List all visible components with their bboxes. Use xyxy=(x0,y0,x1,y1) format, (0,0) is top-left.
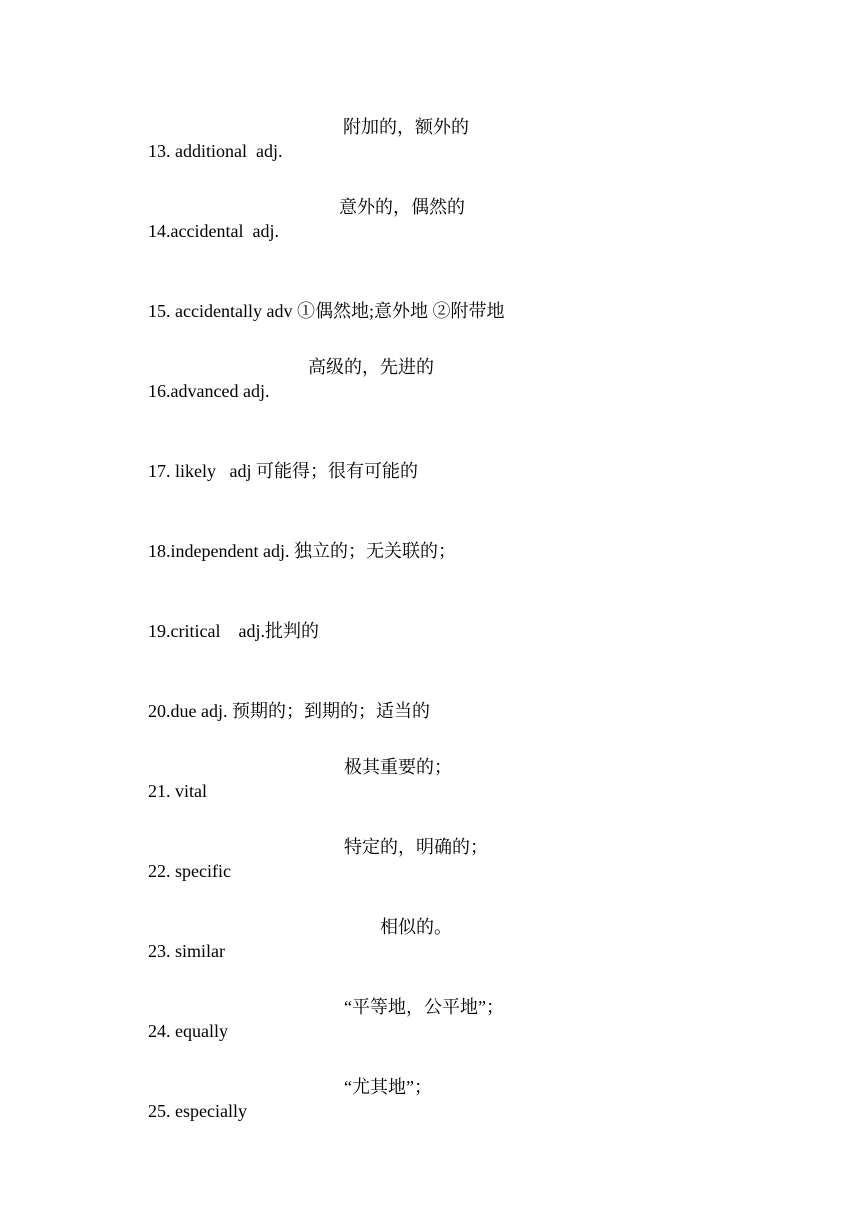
vocab-entry-18 xyxy=(130,515,456,561)
vocab-entry-21 xyxy=(130,755,452,801)
entry-number: 23. xyxy=(148,941,171,961)
entry-word: due adj. xyxy=(170,701,232,721)
entry-word: equally xyxy=(170,1021,228,1041)
vocab-entry-15 xyxy=(130,275,505,321)
entry-word: advanced adj. xyxy=(170,381,270,401)
vocab-entry-14 xyxy=(130,195,465,241)
vocab-entry-22 xyxy=(130,835,488,881)
entry-meaning: 极其重要的； xyxy=(344,757,452,777)
vocab-entry-23 xyxy=(130,915,452,961)
entry-number: 14. xyxy=(148,221,171,241)
entry-word: specific xyxy=(170,861,231,881)
entry-meaning: “平等地，公平地”； xyxy=(344,997,504,1017)
entry-meaning: 独立的；无关联的； xyxy=(293,541,456,561)
entry-word: additional adj. xyxy=(170,141,283,161)
entry-word: especially xyxy=(170,1101,247,1121)
entry-number: 19. xyxy=(148,621,171,641)
vocab-entry-16 xyxy=(130,355,434,401)
entry-number: 21. xyxy=(148,781,171,801)
entry-meaning: ①偶然地;意外地 ②附带地 xyxy=(296,301,505,321)
entry-word: likely adj xyxy=(170,461,256,481)
entry-word: similar xyxy=(170,941,225,961)
entry-word: independent adj. xyxy=(170,541,294,561)
entry-meaning: 特定的，明确的； xyxy=(344,837,488,857)
entry-meaning: 附加的，额外的 xyxy=(343,117,469,137)
entry-meaning: 意外的，偶然的 xyxy=(339,197,465,217)
entry-word: critical adj. xyxy=(170,621,265,641)
entry-number: 16. xyxy=(148,381,171,401)
entry-number: 22. xyxy=(148,861,171,881)
entry-number: 24. xyxy=(148,1021,171,1041)
vocab-entry-24 xyxy=(130,995,504,1041)
vocab-entry-17 xyxy=(130,435,418,481)
entry-word: vital xyxy=(170,781,207,801)
entry-meaning: 批判的 xyxy=(264,621,319,641)
entry-meaning: 高级的，先进的 xyxy=(308,357,434,377)
vocab-entry-25 xyxy=(130,1075,432,1121)
entry-number: 15. xyxy=(148,301,171,321)
entry-meaning: “尤其地”； xyxy=(344,1077,432,1097)
vocab-entry-19 xyxy=(130,595,319,641)
entry-meaning: 相似的。 xyxy=(380,917,452,937)
entry-number: 18. xyxy=(148,541,171,561)
vocab-entry-20 xyxy=(130,675,430,721)
entry-number: 13. xyxy=(148,141,171,161)
entry-meaning: 预期的；到期的；适当的 xyxy=(231,701,430,721)
entry-number: 20. xyxy=(148,701,171,721)
entry-word: accidental adj. xyxy=(170,221,279,241)
entry-meaning: 可能得；很有可能的 xyxy=(255,461,418,481)
vocab-entry-13 xyxy=(130,115,469,161)
entry-number: 17. xyxy=(148,461,171,481)
entry-number: 25. xyxy=(148,1101,171,1121)
entry-word: accidentally adv xyxy=(170,301,297,321)
